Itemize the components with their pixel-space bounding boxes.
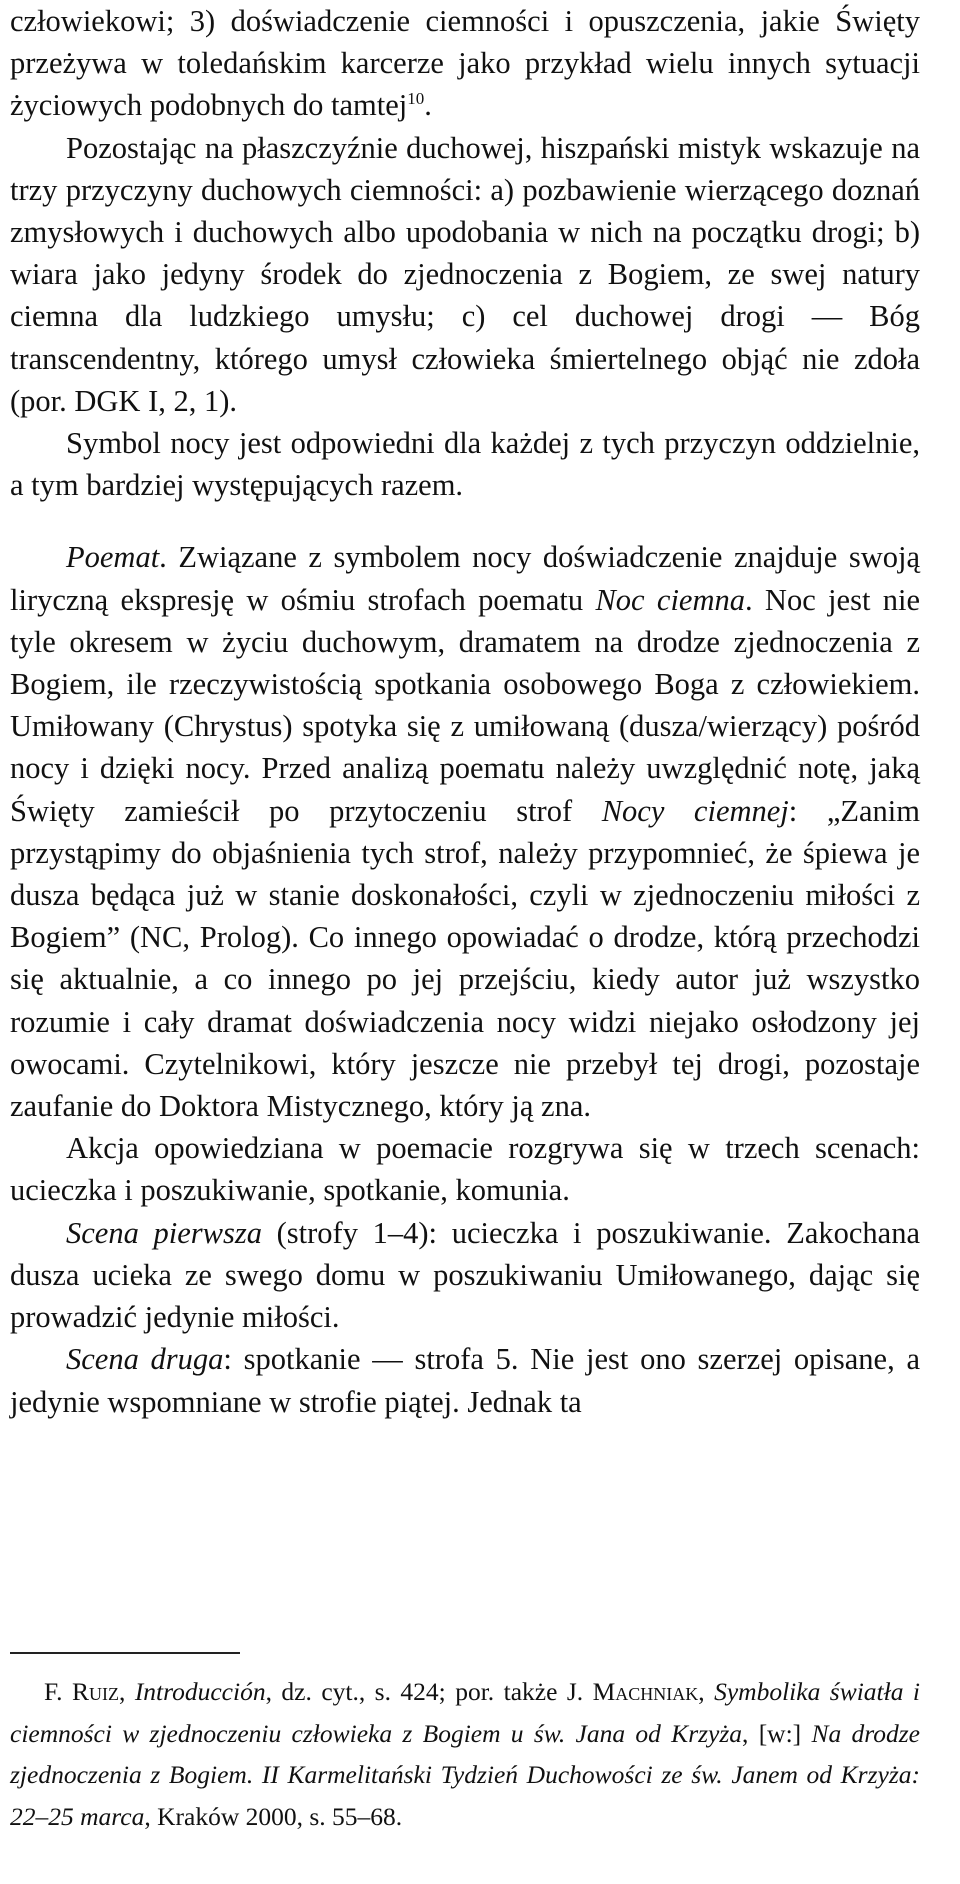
text-run: Scena druga — [66, 1342, 224, 1377]
text-run: Akcja opowiedziana w poemacie rozgrywa się w trzech scenach: ucieczka i poszukiwanie, spotkanie, komunia. — [10, 1131, 920, 1208]
text-run: . — [424, 88, 432, 123]
text-run: F. R — [44, 1677, 89, 1706]
text-run: Introducción — [134, 1677, 266, 1706]
text-run: człowiekowi; 3) doświadczenie ciemności i opuszczenia, jakie Święty przeżywa w toledańskim karcerze jako przykład wielu innych sytuacji życiowych podobnych do tamtej — [10, 4, 920, 123]
footnote — [10, 1671, 920, 1837]
text-run: , dz. cyt., s. 424; por. także J. M — [265, 1677, 616, 1706]
text-run: , Kraków 2000, s. 55–68. — [144, 1801, 403, 1831]
text-run: Symbolika światła i ciemności w zjednoczeniu człowieka z Bogiem u św. Jana od Krzyża — [10, 1677, 921, 1748]
footnotes — [10, 1671, 920, 1837]
text-run: , — [118, 1677, 135, 1706]
paragraph — [10, 1127, 920, 1211]
text-run: Pozostając na płaszczyźnie duchowej, hiszpański mistyk wskazuje na trzy przyczyny duchowych ciemności: a) pozbawienie wierzącego doznań zmysłowych i duchowych albo upodobania w nich na początku drogi; b) wiara jako jedyny środek do zjednoczenia z Bogiem, ze swej natury ciemna dla ludzkiego umysłu; c) cel duchowej drogi — Bóg transcendentny, którego umysł człowieka śmiertelnego objąć nie zdoła (por. DGK I, 2, 1). — [10, 130, 920, 418]
text-run: Noc ciemna — [595, 582, 745, 617]
text-run: (strofy 1–4): ucieczka i poszukiwanie. Zakochana dusza ucieka ze swego domu w poszukiwaniu Umiłowanego, dając się prowadzić jedynie miłości. — [10, 1215, 920, 1335]
text-run: : „Zanim przystąpimy do objaśnienia tych strof, należy przypomnieć, że śpiewa je dusza będąca już w stanie doskonałości, czyli w zjednoczeniu miłości z Bogiem” (NC, Prolog). Co innego opowiadać o drodze, którą przechodzi się aktualnie, a co innego po jej przejściu, kiedy autor już wszystko rozumie i cały dramat doświadczenia nocy widzi niejako osłodzony jej owocami. Czytelnikowi, który jeszcze nie przebył tej drogi, pozostaje zaufanie do Doktora Mistycznego, który ją zna. — [10, 793, 920, 1124]
text-run: Nocy ciemnej — [601, 793, 789, 828]
footnote-separator — [10, 1652, 240, 1654]
text-run: Scena pierwsza — [66, 1215, 262, 1250]
text-run: . Związane z symbolem nocy doświadczenie znajduje swoją liryczną ekspresję w ośmiu strofach poematu — [10, 540, 920, 617]
text-run: Na drodze zjednoczenia z Bogiem. II Karmelitański Tydzień Duchowości ze św. Janem od Krzyża: 22–25 marca — [10, 1718, 920, 1831]
text-run: achniak — [615, 1677, 699, 1706]
text-run: Poemat — [66, 540, 160, 575]
footnote-reference: 10 — [407, 89, 425, 109]
text-run: uiz — [88, 1677, 119, 1706]
paragraph — [10, 1338, 920, 1422]
text-run: . Noc jest nie tyle okresem w życiu duchowym, dramatem na drodze zjednoczenia z Bogiem, ile rzeczywistością spotkania osobowego Boga z człowiekiem. Umiłowany (Chrystus) spotyka się z umiłowaną (dusza/wierzący) pośród nocy i dzięki nocy. Przed analizą poematu należy uwzględnić notę, jaką Święty zamieścił po przytoczeniu strof — [10, 582, 920, 828]
paragraph — [10, 127, 920, 422]
paragraph — [10, 422, 920, 506]
paragraph — [10, 536, 920, 1127]
text-run: , [w:] — [742, 1718, 812, 1748]
main-text — [10, 0, 920, 1423]
paragraph — [10, 1212, 920, 1339]
text-run: Symbol nocy jest odpowiedni dla każdej z tych przyczyn oddzielnie, a tym bardziej występujących razem. — [10, 426, 920, 503]
text-run: : spotkanie — strofa 5. Nie jest ono szerzej opisane, a jedynie wspomniane w strofie piątej. Jednak ta — [10, 1342, 920, 1419]
section-gap — [10, 506, 920, 536]
paragraph — [10, 0, 920, 127]
book-page — [10, 0, 920, 1884]
text-run: , — [698, 1677, 715, 1706]
